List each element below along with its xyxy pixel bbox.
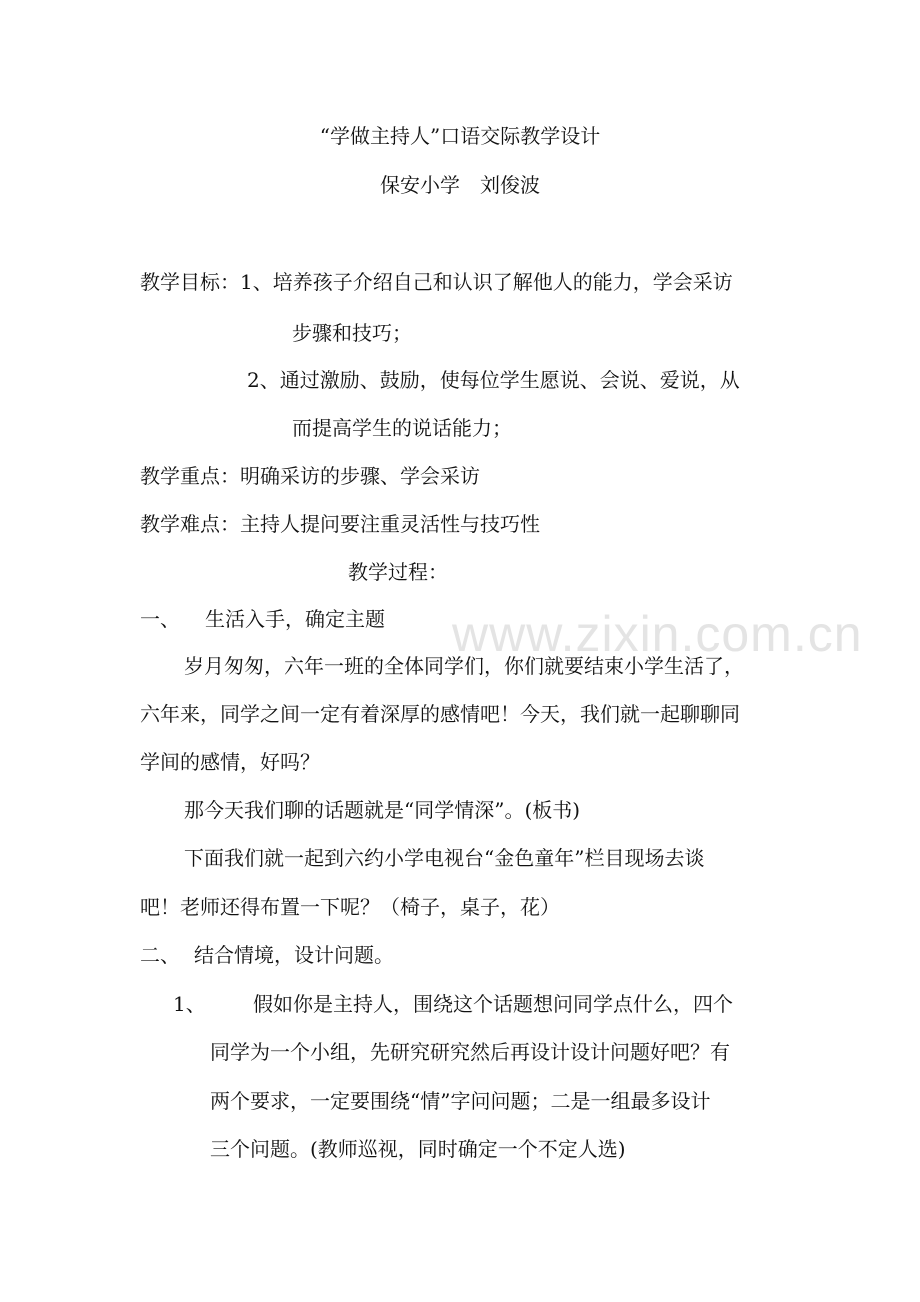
process-heading: 教学过程： <box>348 560 448 584</box>
section-2-item-1-line-4: 三个问题。(教师巡视，同时确定一个不定人选) <box>210 1137 626 1161</box>
goal-2-line-1: 2、通过激励、鼓励，使每位学生愿说、会说、爱说，从 <box>247 368 740 392</box>
document-author: 保安小学 刘俊波 <box>380 173 540 197</box>
section-1-paragraph-3-line-2: 吧！老师还得布置一下呢？（椅子，桌子，花） <box>140 895 560 919</box>
section-2-number: 二、 <box>140 943 180 967</box>
goal-2-line-2: 而提高学生的说话能力； <box>292 416 512 440</box>
key-point: 教学重点：明确采访的步骤、学会采访 <box>140 464 480 488</box>
section-2-item-1-line-2: 同学为一个小组，先研究研究然后再设计设计问题好吧？有 <box>210 1040 730 1064</box>
section-2-item-1-number: 1、 <box>173 992 206 1016</box>
section-1-heading: 生活入手，确定主题 <box>205 607 385 631</box>
watermark: www.zixin.com.cn <box>452 606 863 662</box>
section-1-paragraph-2: 那今天我们聊的话题就是“同学情深”。(板书) <box>184 798 581 822</box>
section-1-paragraph-1-line-3: 学间的感情，好吗？ <box>140 750 320 774</box>
section-1-paragraph-3-line-1: 下面我们就一起到六约小学电视台“金色童年”栏目现场去谈 <box>184 846 705 870</box>
section-2-item-1-line-3: 两个要求，一定要围绕“情”字问问题；二是一组最多设计 <box>210 1089 711 1113</box>
section-1-number: 一、 <box>140 607 180 631</box>
difficulty: 教学难点：主持人提问要注重灵活性与技巧性 <box>140 512 540 536</box>
goal-1-line-2: 步骤和技巧； <box>292 321 412 345</box>
goal-1-line-1: 1、培养孩子介绍自己和认识了解他人的能力，学会采访 <box>240 270 733 294</box>
document-title: “学做主持人”口语交际教学设计 <box>319 124 601 148</box>
section-1-paragraph-1-line-2: 六年来，同学之间一定有着深厚的感情吧！今天，我们就一起聊聊同 <box>140 702 740 726</box>
section-1-paragraph-1-line-1: 岁月匆匆，六年一班的全体同学们，你们就要结束小学生活了， <box>184 654 744 678</box>
goals-label: 教学目标： <box>140 270 240 294</box>
section-2-heading: 结合情境，设计问题。 <box>194 943 394 967</box>
section-2-item-1-line-1: 假如你是主持人，围绕这个话题想问同学点什么，四个 <box>253 992 733 1016</box>
